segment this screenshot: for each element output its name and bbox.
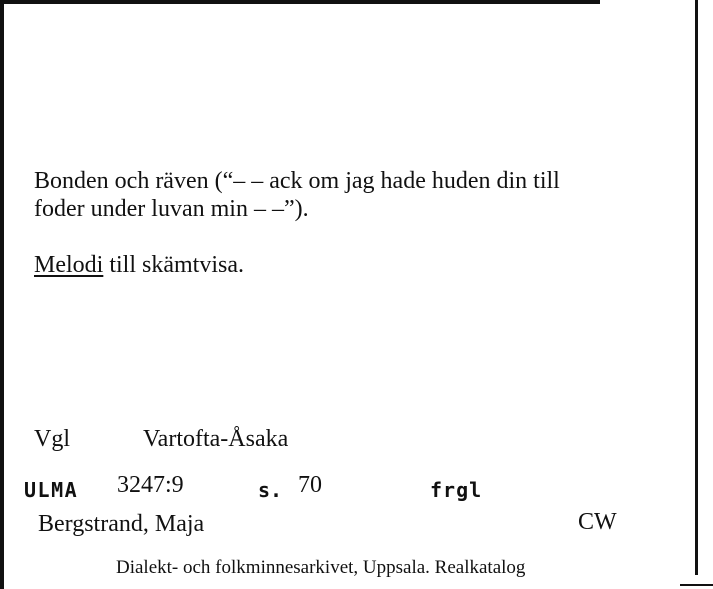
page-label: s.: [258, 478, 283, 502]
page-number: 70: [298, 472, 322, 498]
song-title-line-1: Bonden och räven (“– – ack om jag hade huden din till: [34, 168, 560, 194]
collector-name: Bergstrand, Maja: [38, 511, 205, 537]
parish-name: Vartofta-Åsaka: [143, 426, 289, 452]
melody-description: [34, 252, 244, 279]
melody-link[interactable]: Melodi: [34, 252, 104, 278]
category-code: frgl: [430, 478, 483, 502]
card-top-border: [0, 0, 600, 4]
card-right-border: [695, 0, 698, 575]
song-title-line-2: foder under luvan min – –”).: [34, 196, 309, 222]
archive-code: ULMA: [24, 478, 79, 502]
recorder-initials: CW: [578, 509, 617, 535]
card-corner-mark: [680, 584, 713, 586]
archive-footer: Dialekt- och folkminnesarkivet, Uppsala. Realkatalog: [116, 557, 526, 578]
accession-number: 3247:9: [117, 472, 184, 498]
card-left-border: [0, 0, 4, 589]
melody-description-rest: till skämtvisa.: [103, 252, 244, 278]
province-code: Vgl: [34, 426, 70, 452]
